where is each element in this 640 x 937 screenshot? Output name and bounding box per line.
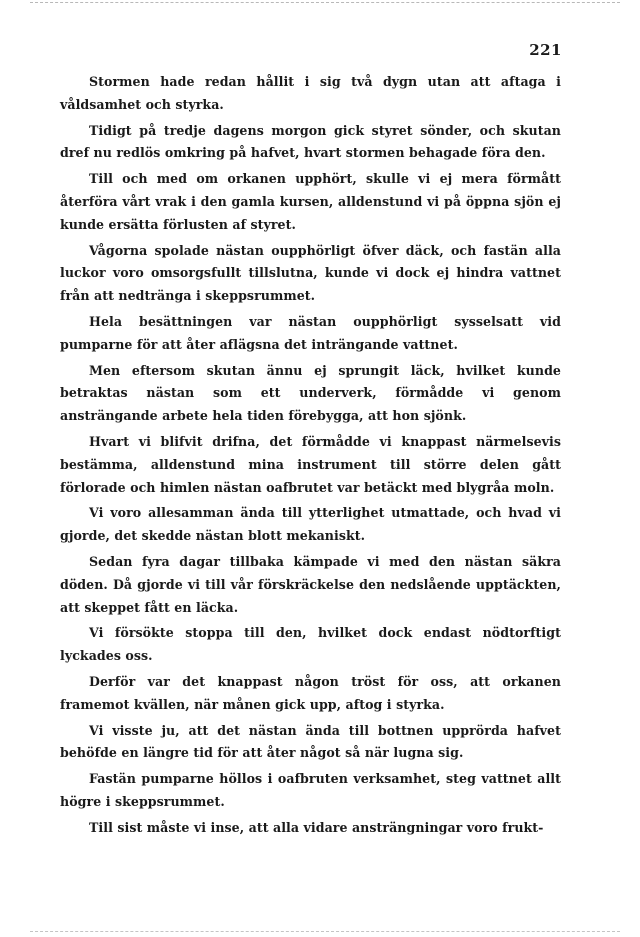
paragraph: Fastän pumparne höllos i oafbruten verksamhet, steg vattnet allt högre i skeppsrummet. [60,771,561,809]
paragraph: Vi visste ju, att det nästan ända till bottnen upprörda hafvet behöfde en längre tid för att åter något så när lugna sig. [60,722,561,761]
paragraph: Till sist måste vi inse, att alla vidare ansträngningar voro frukt- [89,819,544,835]
paragraph: Till och med om orkanen upphört, skulle vi ej mera förmått återföra vårt vrak i den gamla kursen, alldenstund vi på öppna sjön ej kunde ersätta förlusten af styret. [60,171,561,232]
paragraph: Vi voro allesamman ända till ytterlighet utmattade, och hvad vi gjorde, det skedde nästan blott mekaniskt. [60,505,561,544]
paragraph: Sedan fyra dagar tillbaka kämpade vi med den nästan säkra döden. Då gjorde vi till vår förskräckelse den nedslående upptäckten, att skeppet fått en läcka. [60,553,561,615]
paragraph: Men eftersom skutan ännu ej sprungit läck, hvilket kunde betraktas nästan som ett underverk, förmådde vi genom ansträngande arbete hela tiden förebygga, att hon sjönk. [60,362,561,424]
bottom-edge-rule [30,931,620,932]
paragraph: Hvart vi blifvit drifna, det förmådde vi knappast närmelsevis bestämma, alldenstund mina instrument till större delen gått förlorade och himlen nästan oafbrutet var betäckt med blygråa moln. [60,433,561,495]
paragraph: Vi försökte stoppa till den, hvilket dock endast nödtorftigt lyckades oss. [60,625,561,664]
paragraph: Derför var det knappast någon tröst för oss, att orkanen framemot kvällen, när månen gick upp, aftog i styrka. [60,673,561,712]
paragraph: Stormen hade redan hållit i sig två dygn utan att aftaga i våldsamhet och styrka. [60,74,561,112]
paragraph: Hela besättningen var nästan oupphörligt sysselsatt vid pumparne för att åter aflägsna det inträngande vattnet. [60,313,561,352]
top-edge-rule [30,2,620,3]
page-number: 221 [529,41,562,59]
paragraph: Tidigt på tredje dagens morgon gick styret sönder, och skutan dref nu redlös omkring på hafvet, hvart stormen behagade föra den. [60,122,561,161]
paragraph: Vågorna spolade nästan oupphörligt öfver däck, och fastän alla luckor voro omsorgsfullt tillslutna, kunde vi dock ej hindra vattnet från att nedtränga i skeppsrummet. [60,242,561,304]
body-text [60,71,561,843]
